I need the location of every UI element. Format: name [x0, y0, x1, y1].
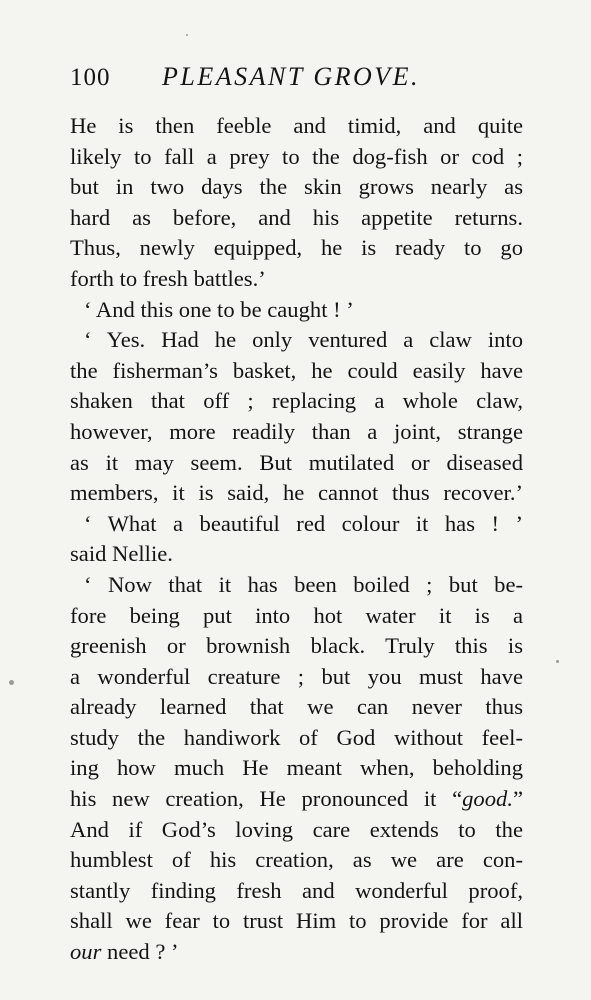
text-line: study the handiwork of God without feel-	[70, 724, 523, 750]
text-line: already learned that we can never thus	[70, 694, 523, 720]
page-header	[70, 60, 530, 94]
running-head: PLEASANT GROVE.	[162, 62, 421, 91]
text-line: a wonderful creature ; but you must have	[70, 663, 523, 689]
body-text	[70, 111, 523, 968]
text-line: ‘ What a beautiful red colour it has ! ’	[84, 510, 523, 536]
text-line: ‘ And this one to be caught ! ’	[84, 296, 354, 322]
italic-word: good.	[462, 786, 513, 812]
text-line: but in two days the skin grows nearly as	[70, 174, 523, 200]
text-line: forth to fresh battles.’	[70, 265, 266, 291]
text-line: humblest of his creation, as we are con-	[70, 847, 523, 873]
text-line: fore being put into hot water it is a	[70, 602, 523, 628]
text-line: ‘ Yes. Had he only ventured a claw into	[84, 327, 523, 353]
text-line: likely to fall a prey to the dog-fish or cod ;	[70, 143, 523, 169]
text-line: ‘ Now that it has been boiled ; but be-	[84, 571, 523, 597]
text-line: hard as before, and his appetite returns.	[70, 204, 523, 230]
paper-speck	[556, 660, 559, 663]
page-number: 100	[70, 64, 111, 91]
text-line: said Nellie.	[70, 541, 173, 567]
text-line: however, more readily than a joint, strange	[70, 418, 523, 444]
paper-speck	[186, 34, 188, 36]
text-line: stantly finding fresh and wonderful proof,	[70, 877, 523, 903]
text-line: the fisherman’s basket, he could easily have	[70, 357, 523, 383]
text-line: shaken that off ; replacing a whole claw,	[70, 388, 523, 414]
text-line: his new creation, He pronounced it “good.”	[70, 786, 523, 812]
text-line: our need ? ’	[70, 939, 179, 965]
text-line: ing how much He meant when, beholding	[70, 755, 523, 781]
text-line: Thus, newly equipped, he is ready to go	[70, 235, 523, 261]
text-line: shall we fear to trust Him to provide for all	[70, 908, 523, 934]
italic-word: our	[70, 939, 102, 965]
text-line: members, it is said, he cannot thus recover.’	[70, 480, 523, 506]
text-line: And if God’s loving care extends to the	[70, 816, 523, 842]
text-line: He is then feeble and timid, and quite	[70, 113, 523, 138]
paper-speck	[9, 680, 14, 685]
text-line: as it may seem. But mutilated or diseased	[70, 449, 523, 475]
text-line: greenish or brownish black. Truly this is	[70, 633, 523, 659]
